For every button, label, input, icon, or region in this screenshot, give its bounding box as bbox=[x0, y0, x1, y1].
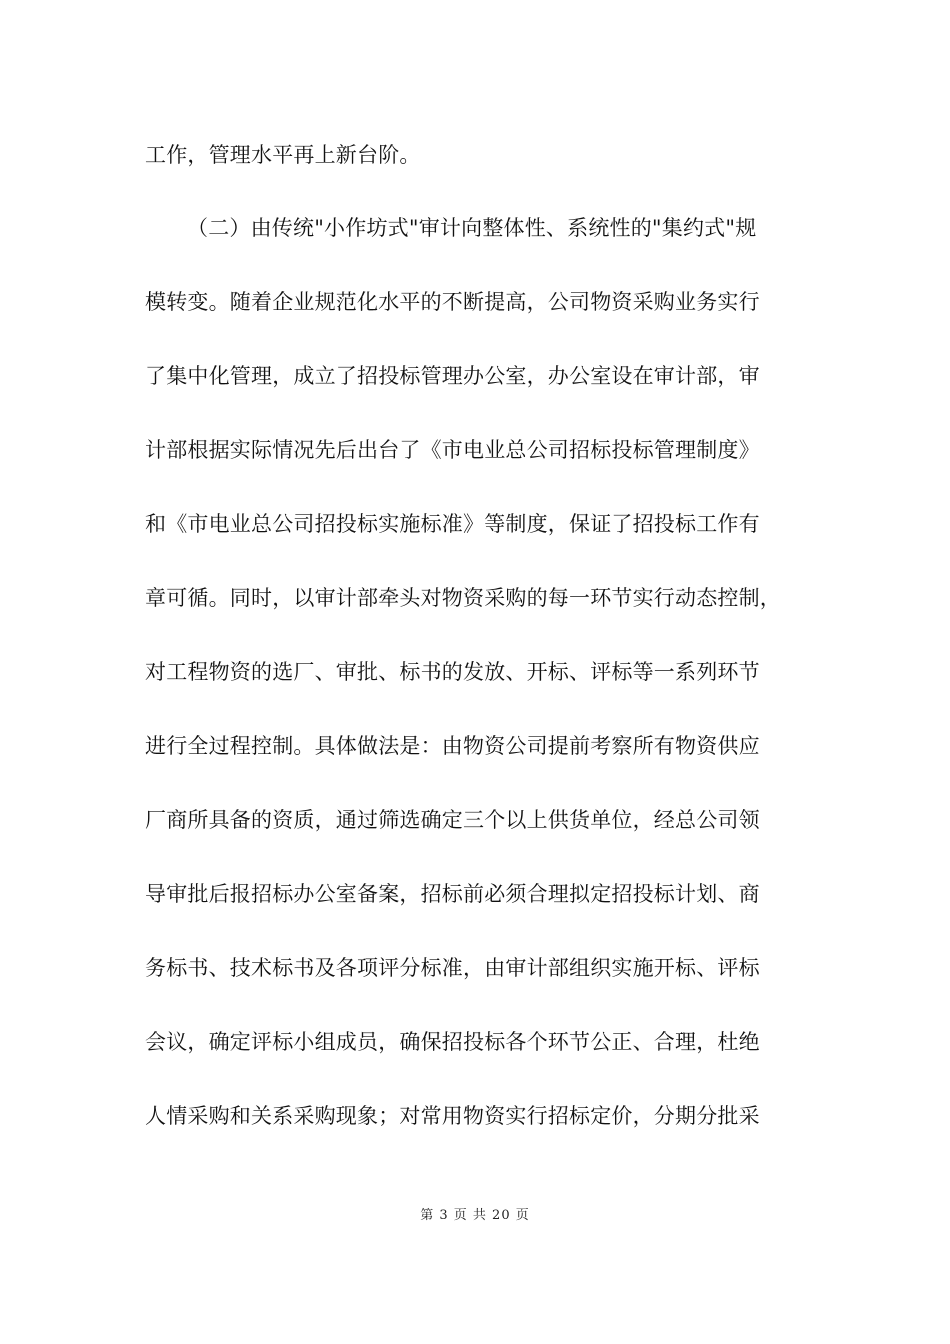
text-line-4: 了集中化管理，成立了招投标管理办公室，办公室设在审计部，审 bbox=[145, 364, 760, 388]
text-line-9: 进行全过程控制。具体做法是：由物资公司提前考察所有物资供应 bbox=[145, 734, 760, 758]
text-line-5: 计部根据实际情况先后出台了《市电业总公司招标投标管理制度》 bbox=[145, 438, 760, 462]
text-line-11: 导审批后报招标办公室备案，招标前必须合理拟定招投标计划、商 bbox=[145, 882, 760, 906]
text-line-3: 模转变。随着企业规范化水平的不断提高，公司物资采购业务实行 bbox=[145, 290, 760, 314]
text-line-7: 章可循。同时，以审计部牵头对物资采购的每一环节实行动态控制， bbox=[145, 586, 781, 610]
text-line-14: 人情采购和关系采购现象；对常用物资实行招标定价，分期分批采 bbox=[145, 1104, 760, 1128]
text-line-1: 工作，管理水平再上新台阶。 bbox=[145, 143, 421, 167]
text-line-6: 和《市电业总公司招投标实施标准》等制度，保证了招投标工作有 bbox=[145, 512, 760, 536]
page-number-footer: 第 3 页 共 20 页 bbox=[420, 1208, 530, 1223]
text-line-12: 务标书、技术标书及各项评分标准，由审计部组织实施开标、评标 bbox=[145, 956, 760, 980]
text-line-2: （二）由传统"小作坊式"审计向整体性、系统性的"集约式"规 bbox=[187, 216, 757, 240]
text-line-13: 会议，确定评标小组成员，确保招投标各个环节公正、合理，杜绝 bbox=[145, 1030, 760, 1054]
text-line-8: 对工程物资的选厂、审批、标书的发放、开标、评标等一系列环节 bbox=[145, 660, 760, 684]
text-line-10: 厂商所具备的资质，通过筛选确定三个以上供货单位，经总公司领 bbox=[145, 808, 760, 832]
